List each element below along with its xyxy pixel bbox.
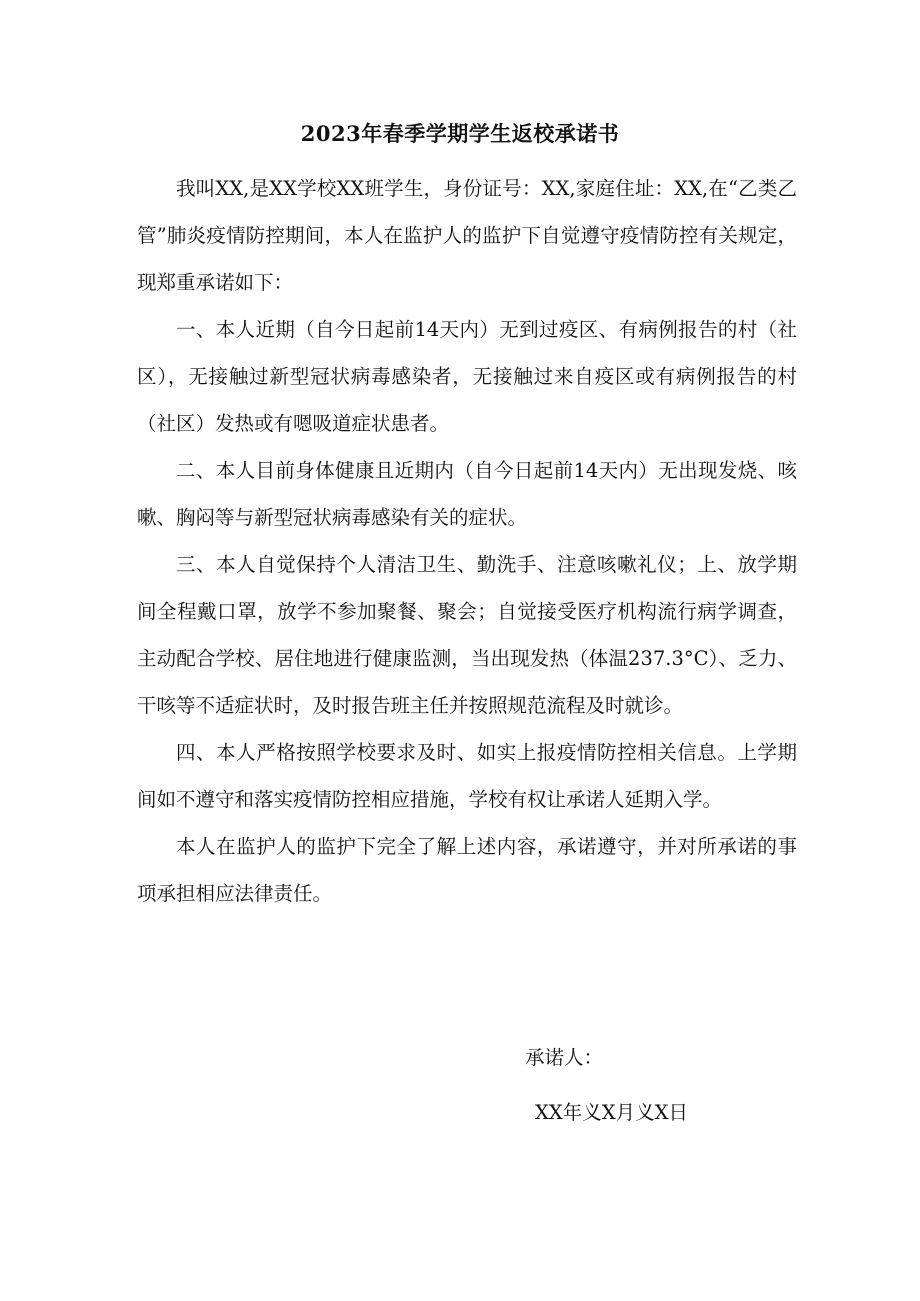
date-line: XX年义X月义X日 — [535, 1101, 689, 1124]
pledge-item-4: 四、本人严格按照学校要求及时、如实上报疫情防控相关信息。上学期间如不遵守和落实疫情防控相应措施，学校有权让承诺人延期入学。 — [137, 741, 797, 811]
closing-paragraph: 本人在监护人的监护下完全了解上述内容，承诺遵守，并对所承诺的事项承担相应法律责任。 — [137, 835, 797, 905]
pledge-item-2: 二、本人目前身体健康且近期内（自今日起前14天内）无出现发烧、咳嗽、胸闷等与新型冠状病毒感染有关的症状。 — [137, 459, 797, 529]
document-title: 2023年春季学期学生返校承诺书 — [300, 121, 620, 146]
document-body — [137, 165, 797, 917]
signer-label: 承诺人： — [525, 1046, 604, 1069]
pledge-item-1: 一、本人近期（自今日起前14天内）无到过疫区、有病例报告的村（社区），无接触过新型冠状病毒感染者，无接触过来自疫区或有病例报告的村（社区）发热或有嗯吸道症状患者。 — [137, 318, 797, 435]
intro-paragraph: 我叫XX,是XX学校XX班学生，身份证号：XX,家庭住址：XX,在“乙类乙管”肺炎疫情防控期间，本人在监护人的监护下自觉遵守疫情防控有关规定，现郑重承诺如下： — [137, 177, 797, 294]
pledge-item-3: 三、本人自觉保持个人清洁卫生、勤洗手、注意咳嗽礼仪；上、放学期间全程戴口罩，放学不参加聚餐、聚会；自觉接受医疗机构流行病学调查，主动配合学校、居住地进行健康监测，当出现发热（体温237.3°C）、乏力、干咳等不适症状时，及时报告班主任并按照规范流程及时就诊。 — [137, 553, 797, 717]
